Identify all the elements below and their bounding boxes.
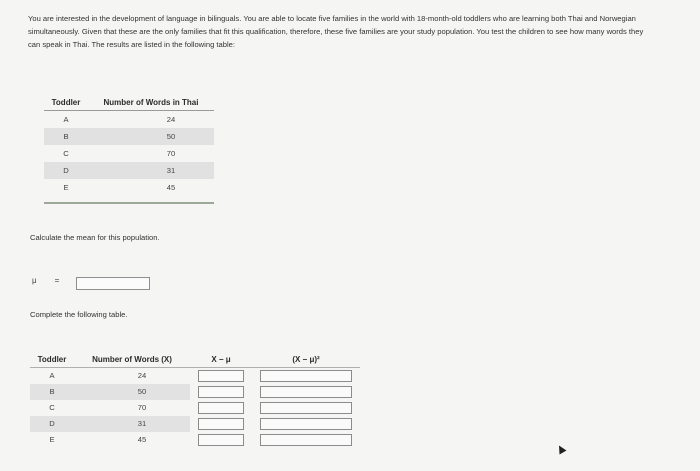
header-words-x: Number of Words (X) (92, 355, 172, 364)
header-words: Number of Words in Thai (103, 98, 199, 107)
words-cell: 45 (166, 183, 176, 192)
header-deviation: X − μ (211, 355, 231, 364)
table-row (30, 432, 360, 448)
mean-question: Calculate the mean for this population. (30, 233, 160, 242)
table-row (30, 384, 360, 400)
deviation-table (30, 353, 360, 448)
words-cell: 31 (166, 166, 176, 175)
mean-input[interactable] (76, 277, 150, 290)
squared-deviation-input-b[interactable] (260, 386, 352, 398)
deviation-input-a[interactable] (198, 370, 244, 382)
table-row (44, 162, 214, 179)
table-row (30, 368, 360, 384)
deviation-table-header (30, 353, 360, 367)
squared-deviation-input-a[interactable] (260, 370, 352, 382)
toddler-cell: A (49, 371, 55, 380)
toddler-cell: A (63, 115, 69, 124)
words-table-header (44, 96, 214, 111)
squared-deviation-input-e[interactable] (260, 434, 352, 446)
toddler-cell: B (63, 132, 69, 141)
toddler-cell: E (49, 435, 55, 444)
squared-deviation-input-c[interactable] (260, 402, 352, 414)
table-row (44, 128, 214, 145)
deviation-input-e[interactable] (198, 434, 244, 446)
table-row (30, 400, 360, 416)
problem-intro: You are interested in the development of language in bilinguals. You are able to locate five families in the world with 18-month-old toddlers who are learning both Thai and Norwegian simultaneously. Given that these are the only families that fit this qualification, therefore, these five families are your study population. You test the children to see how many words they can speak in Thai. The results are listed in the following table: (28, 14, 644, 49)
words-cell: 24 (166, 115, 176, 124)
table-row (44, 145, 214, 162)
toddler-cell: E (63, 183, 69, 192)
table-row (30, 416, 360, 432)
table-divider (44, 202, 214, 204)
mouse-cursor-icon (556, 444, 567, 455)
mean-row (32, 276, 59, 285)
words-table (44, 96, 214, 204)
toddler-cell: C (63, 149, 69, 158)
header-squared-deviation: (X − μ)² (292, 355, 320, 364)
toddler-cell: D (63, 166, 69, 175)
deviation-input-c[interactable] (198, 402, 244, 414)
toddler-cell: B (30, 384, 74, 400)
deviation-input-b[interactable] (198, 386, 244, 398)
words-cell: 45 (137, 435, 147, 444)
squared-deviation-input-d[interactable] (260, 418, 352, 430)
words-cell: 50 (74, 384, 190, 400)
toddler-cell: C (49, 403, 55, 412)
table-question: Complete the following table. (30, 310, 128, 319)
words-cell: 70 (166, 149, 176, 158)
words-cell: 70 (137, 403, 147, 412)
toddler-cell: D (30, 416, 74, 432)
mu-symbol: μ (32, 276, 37, 285)
words-cell: 24 (137, 371, 147, 380)
table-row (44, 179, 214, 196)
equals-sign: = (54, 276, 60, 285)
deviation-input-d[interactable] (198, 418, 244, 430)
header-toddler: Toddler (51, 98, 81, 107)
words-cell: 31 (74, 416, 190, 432)
words-cell: 50 (166, 132, 176, 141)
table-row (44, 111, 214, 128)
header-toddler: Toddler (37, 355, 67, 364)
